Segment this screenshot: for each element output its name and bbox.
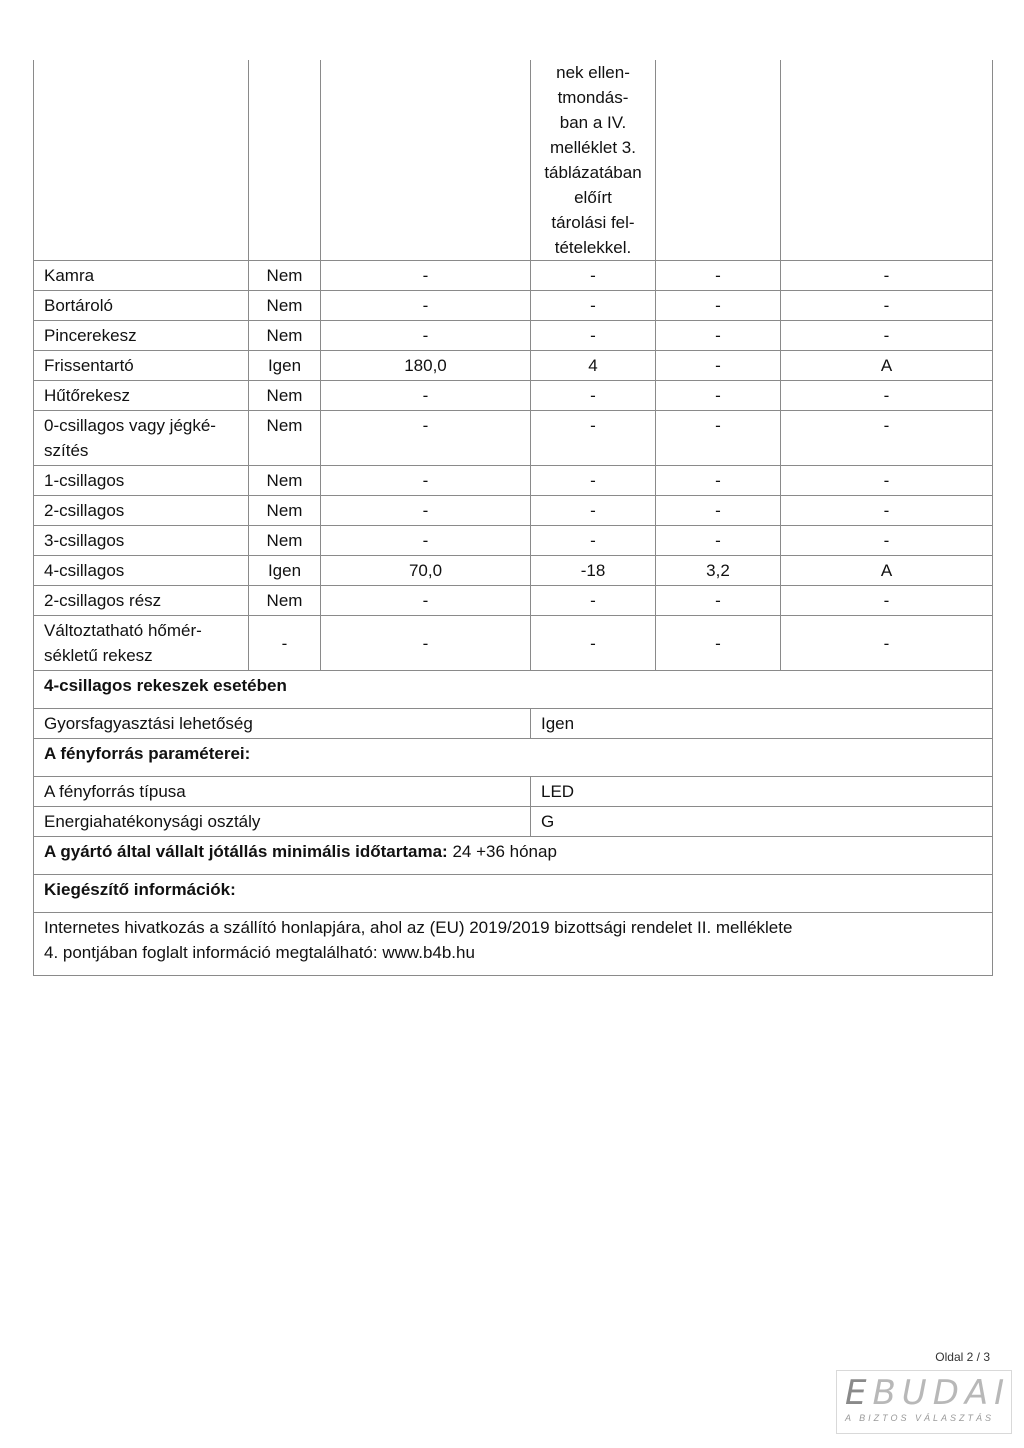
- compartment-present: Nem: [249, 466, 321, 496]
- compartment-row: [34, 351, 993, 381]
- compartment-volume: 180,0: [321, 351, 531, 381]
- compartment-volume: -: [321, 616, 531, 671]
- compartment-present: Nem: [249, 381, 321, 411]
- compartment-temp: -: [531, 466, 656, 496]
- compartment-power: 3,2: [656, 556, 781, 586]
- compartment-power: -: [656, 411, 781, 466]
- continuation-row: [34, 60, 993, 261]
- compartment-row: [34, 556, 993, 586]
- warranty-label: A gyártó által vállalt jótállás minimális időtartama:: [44, 842, 448, 861]
- warranty-value: 24 +36 hónap: [447, 842, 557, 861]
- compartment-temp: -: [531, 616, 656, 671]
- light-type-row: [34, 777, 993, 807]
- additional-heading-row: [34, 875, 993, 913]
- compartment-present: Nem: [249, 261, 321, 291]
- fast-freeze-row: [34, 709, 993, 739]
- compartment-name: 3-csillagos: [34, 526, 249, 556]
- compartment-volume: -: [321, 526, 531, 556]
- compartment-row: [34, 616, 993, 671]
- warranty-row: [34, 837, 993, 875]
- additional-text-row: [34, 913, 993, 976]
- compartment-name: 2-csillagos rész: [34, 586, 249, 616]
- compartment-volume: -: [321, 466, 531, 496]
- compartment-temp: -: [531, 496, 656, 526]
- page-number: Oldal 2 / 3: [935, 1350, 990, 1364]
- compartment-climate: A: [781, 351, 993, 381]
- four-star-heading: 4-csillagos rekeszek esetében: [34, 671, 993, 709]
- compartment-present: Nem: [249, 496, 321, 526]
- compartment-row: [34, 261, 993, 291]
- compartment-name: Pincerekesz: [34, 321, 249, 351]
- logo-tagline: A BIZTOS VÁLASZTÁS: [845, 1413, 995, 1423]
- light-heading: A fényforrás paraméterei:: [34, 739, 993, 777]
- compartment-temp: -: [531, 381, 656, 411]
- compartment-power: -: [656, 321, 781, 351]
- compartment-climate: -: [781, 526, 993, 556]
- compartment-climate: -: [781, 321, 993, 351]
- light-type-value: LED: [531, 777, 993, 807]
- ebudai-logo: [836, 1370, 1012, 1434]
- compartment-volume: -: [321, 411, 531, 466]
- compartment-present: Igen: [249, 556, 321, 586]
- compartment-volume: -: [321, 586, 531, 616]
- compartment-power: -: [656, 496, 781, 526]
- compartment-name: 0-csillagos vagy jégké- szítés: [34, 411, 249, 466]
- compartment-present: Igen: [249, 351, 321, 381]
- light-type-label: A fényforrás típusa: [34, 777, 531, 807]
- compartment-row: [34, 526, 993, 556]
- compartment-climate: -: [781, 261, 993, 291]
- compartment-power: -: [656, 351, 781, 381]
- compartment-present: Nem: [249, 526, 321, 556]
- logo-text: EBUDAI: [845, 1373, 1011, 1413]
- compartment-climate: A: [781, 556, 993, 586]
- compartment-temp: -: [531, 261, 656, 291]
- compartment-power: -: [656, 526, 781, 556]
- compartment-volume: -: [321, 381, 531, 411]
- compartment-power: -: [656, 616, 781, 671]
- compartment-present: Nem: [249, 586, 321, 616]
- compartment-climate: -: [781, 381, 993, 411]
- compartment-row: [34, 496, 993, 526]
- compartment-temp: -: [531, 321, 656, 351]
- compartment-temp: -: [531, 411, 656, 466]
- compartment-row: [34, 321, 993, 351]
- compartment-climate: -: [781, 586, 993, 616]
- product-info-table: [33, 60, 993, 976]
- compartment-temp: -: [531, 526, 656, 556]
- compartment-volume: -: [321, 261, 531, 291]
- compartment-volume: -: [321, 291, 531, 321]
- compartment-power: -: [656, 261, 781, 291]
- additional-text: Internetes hivatkozás a szállító honlapjára, ahol az (EU) 2019/2019 bizottsági rendelet II. melléklete 4. pontjában foglalt információ megtalálható: www.b4b.hu: [34, 913, 993, 976]
- compartment-volume: -: [321, 496, 531, 526]
- light-class-value: G: [531, 807, 993, 837]
- compartment-climate: -: [781, 411, 993, 466]
- light-class-row: [34, 807, 993, 837]
- compartment-name: Kamra: [34, 261, 249, 291]
- compartment-name: Bortároló: [34, 291, 249, 321]
- compartment-name: 2-csillagos: [34, 496, 249, 526]
- compartment-temp: -: [531, 586, 656, 616]
- compartment-climate: -: [781, 466, 993, 496]
- compartment-row: [34, 291, 993, 321]
- compartment-present: Nem: [249, 321, 321, 351]
- compartment-temp: -18: [531, 556, 656, 586]
- compartment-power: -: [656, 291, 781, 321]
- compartment-name: Változtatható hőmér- sékletű rekesz: [34, 616, 249, 671]
- compartment-climate: -: [781, 616, 993, 671]
- warranty-cell: [34, 837, 993, 875]
- compartment-name: Hűtőrekesz: [34, 381, 249, 411]
- compartment-row: [34, 381, 993, 411]
- additional-heading: Kiegészítő információk:: [34, 875, 993, 913]
- compartment-climate: -: [781, 291, 993, 321]
- compartment-name: 4-csillagos: [34, 556, 249, 586]
- continuation-text: nek ellen- tmondás- ban a IV. melléklet 3. táblázatában előírt tárolási fel- tételekkel.: [531, 60, 656, 261]
- compartment-row: [34, 466, 993, 496]
- four-star-heading-row: [34, 671, 993, 709]
- compartment-power: -: [656, 466, 781, 496]
- compartment-row: [34, 411, 993, 466]
- compartment-present: -: [249, 616, 321, 671]
- light-heading-row: [34, 739, 993, 777]
- compartment-present: Nem: [249, 411, 321, 466]
- compartment-present: Nem: [249, 291, 321, 321]
- compartment-power: -: [656, 586, 781, 616]
- fast-freeze-value: Igen: [531, 709, 993, 739]
- compartment-row: [34, 586, 993, 616]
- light-class-label: Energiahatékonysági osztály: [34, 807, 531, 837]
- compartment-climate: -: [781, 496, 993, 526]
- compartment-volume: 70,0: [321, 556, 531, 586]
- compartment-volume: -: [321, 321, 531, 351]
- compartment-name: Frissentartó: [34, 351, 249, 381]
- compartment-power: -: [656, 381, 781, 411]
- compartment-name: 1-csillagos: [34, 466, 249, 496]
- compartment-temp: -: [531, 291, 656, 321]
- compartment-temp: 4: [531, 351, 656, 381]
- fast-freeze-label: Gyorsfagyasztási lehetőség: [34, 709, 531, 739]
